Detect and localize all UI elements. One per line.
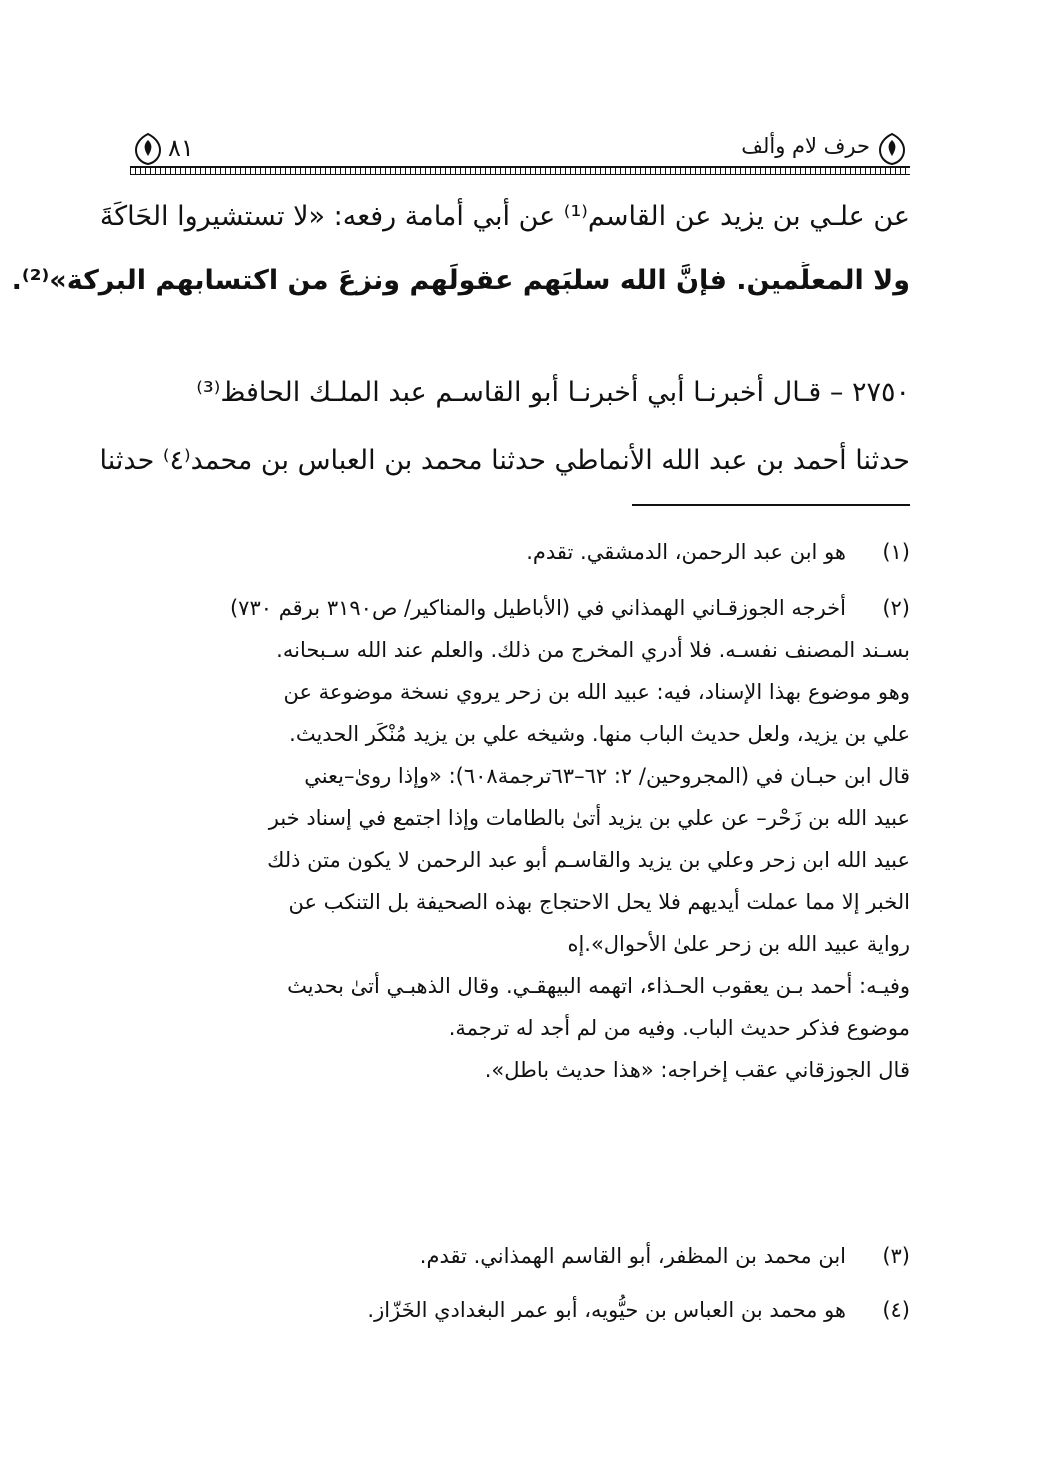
footnote-line: عبيد الله ابن زحر وعلي بن يزيد والقاسـم أبو عبد الرحمن لا يكون متن ذلك [267,848,910,872]
text-line: ولا المعلِّمين. فإنَّ الله سلبَهم عقولَهم ونزعَ من اكتسابهم البركة»⁽²⁾. [11,265,910,296]
footnote-2 [130,588,910,1092]
footnote-line: قال الجوزقاني عقب إخراجه: «هذا حديث باطل». [484,1058,910,1082]
page-number: ٨١ [168,134,194,162]
text-line: عن علـي بن يزيد عن القاسم⁽¹⁾ عن أبي أمامة رفعه: «لا تستشيروا الحَاكَةَ [99,201,910,232]
footnote-number: (٢) [882,596,910,620]
footnote-text: هو ابن عبد الرحمن، الدمشقي. تقدم. [526,540,846,564]
footnote-line: عبيد الله بن زَحْر– عن علي بن يزيد أتىٰ بالطامات وإذا اجتمع في إسناد خبر [268,806,910,830]
hadith-number-line: ٢٧٥٠ – قـال أخبرنـا أبي أخبرنـا أبو القاسـم عبد الملـك الحافظ⁽³⁾ [196,377,910,408]
footnote-number: (١) [882,540,910,564]
footnote-3 [130,1236,910,1276]
running-header [130,128,910,176]
footnote-4 [130,1290,910,1330]
footnote-line: وهو موضوع بهذا الإسناد، فيه: عبيد الله بن زحر يروي نسخة موضوعة عن [283,680,910,704]
ornament-right-icon [874,132,910,166]
footnote-line: وفيـه: أحمد بـن يعقوب الحـذاء، اتهمه البيهقـي. وقال الذهبـي أتىٰ بحديث [287,974,910,998]
footnote-1 [130,532,910,572]
text-line: حدثنا أحمد بن عبد الله الأنماطي حدثنا محمد بن العباس بن محمد⁽٤⁾ حدثنا [99,445,910,476]
footnote-line: بسـند المصنف نفسـه. فلا أدري المخرج من ذلك. والعلم عند الله سـبحانه. [276,638,910,662]
footnote-line: الخبر إلا مما عملت أيديهم فلا يحل الاحتجاج بهذه الصحيفة بل التنكب عن [288,890,910,914]
footnote-line: قال ابن حبـان في (المجروحين/ ٢: ٦٢–٦٣ترجمة٦٠٨): «وإذا روىٰ–يعني [304,764,910,788]
header-rule [130,166,910,175]
footnote-number: (٣) [882,1244,910,1268]
footnote-text: هو محمد بن العباس بن حيُّويه، أبو عمر البغدادي الخَزّاز. [367,1298,846,1322]
footnote-line: رواية عبيد الله بن زحر علىٰ الأحوال».إه [567,932,910,956]
footnote-line: موضوع فذكر حديث الباب. وفيه من لم أجد له ترجمة. [448,1016,910,1040]
footnote-separator [632,504,910,506]
footnote-text: ابن محمد بن المظفر، أبو القاسم الهمذاني. تقدم. [419,1244,846,1268]
footnote-number: (٤) [882,1298,910,1322]
footnote-line: علي بن يزيد، ولعل حديث الباب منها. وشيخه علي بن يزيد مُنْكَر الحديث. [289,722,910,746]
running-title: حرف لام وألف [741,134,870,158]
ornament-left-icon [130,132,166,166]
footnote-line: أخرجه الجوزقـاني الهمذاني في (الأباطيل والمناكير/ ص٣١٩٠ برقم ٧٣٠) [229,596,846,620]
